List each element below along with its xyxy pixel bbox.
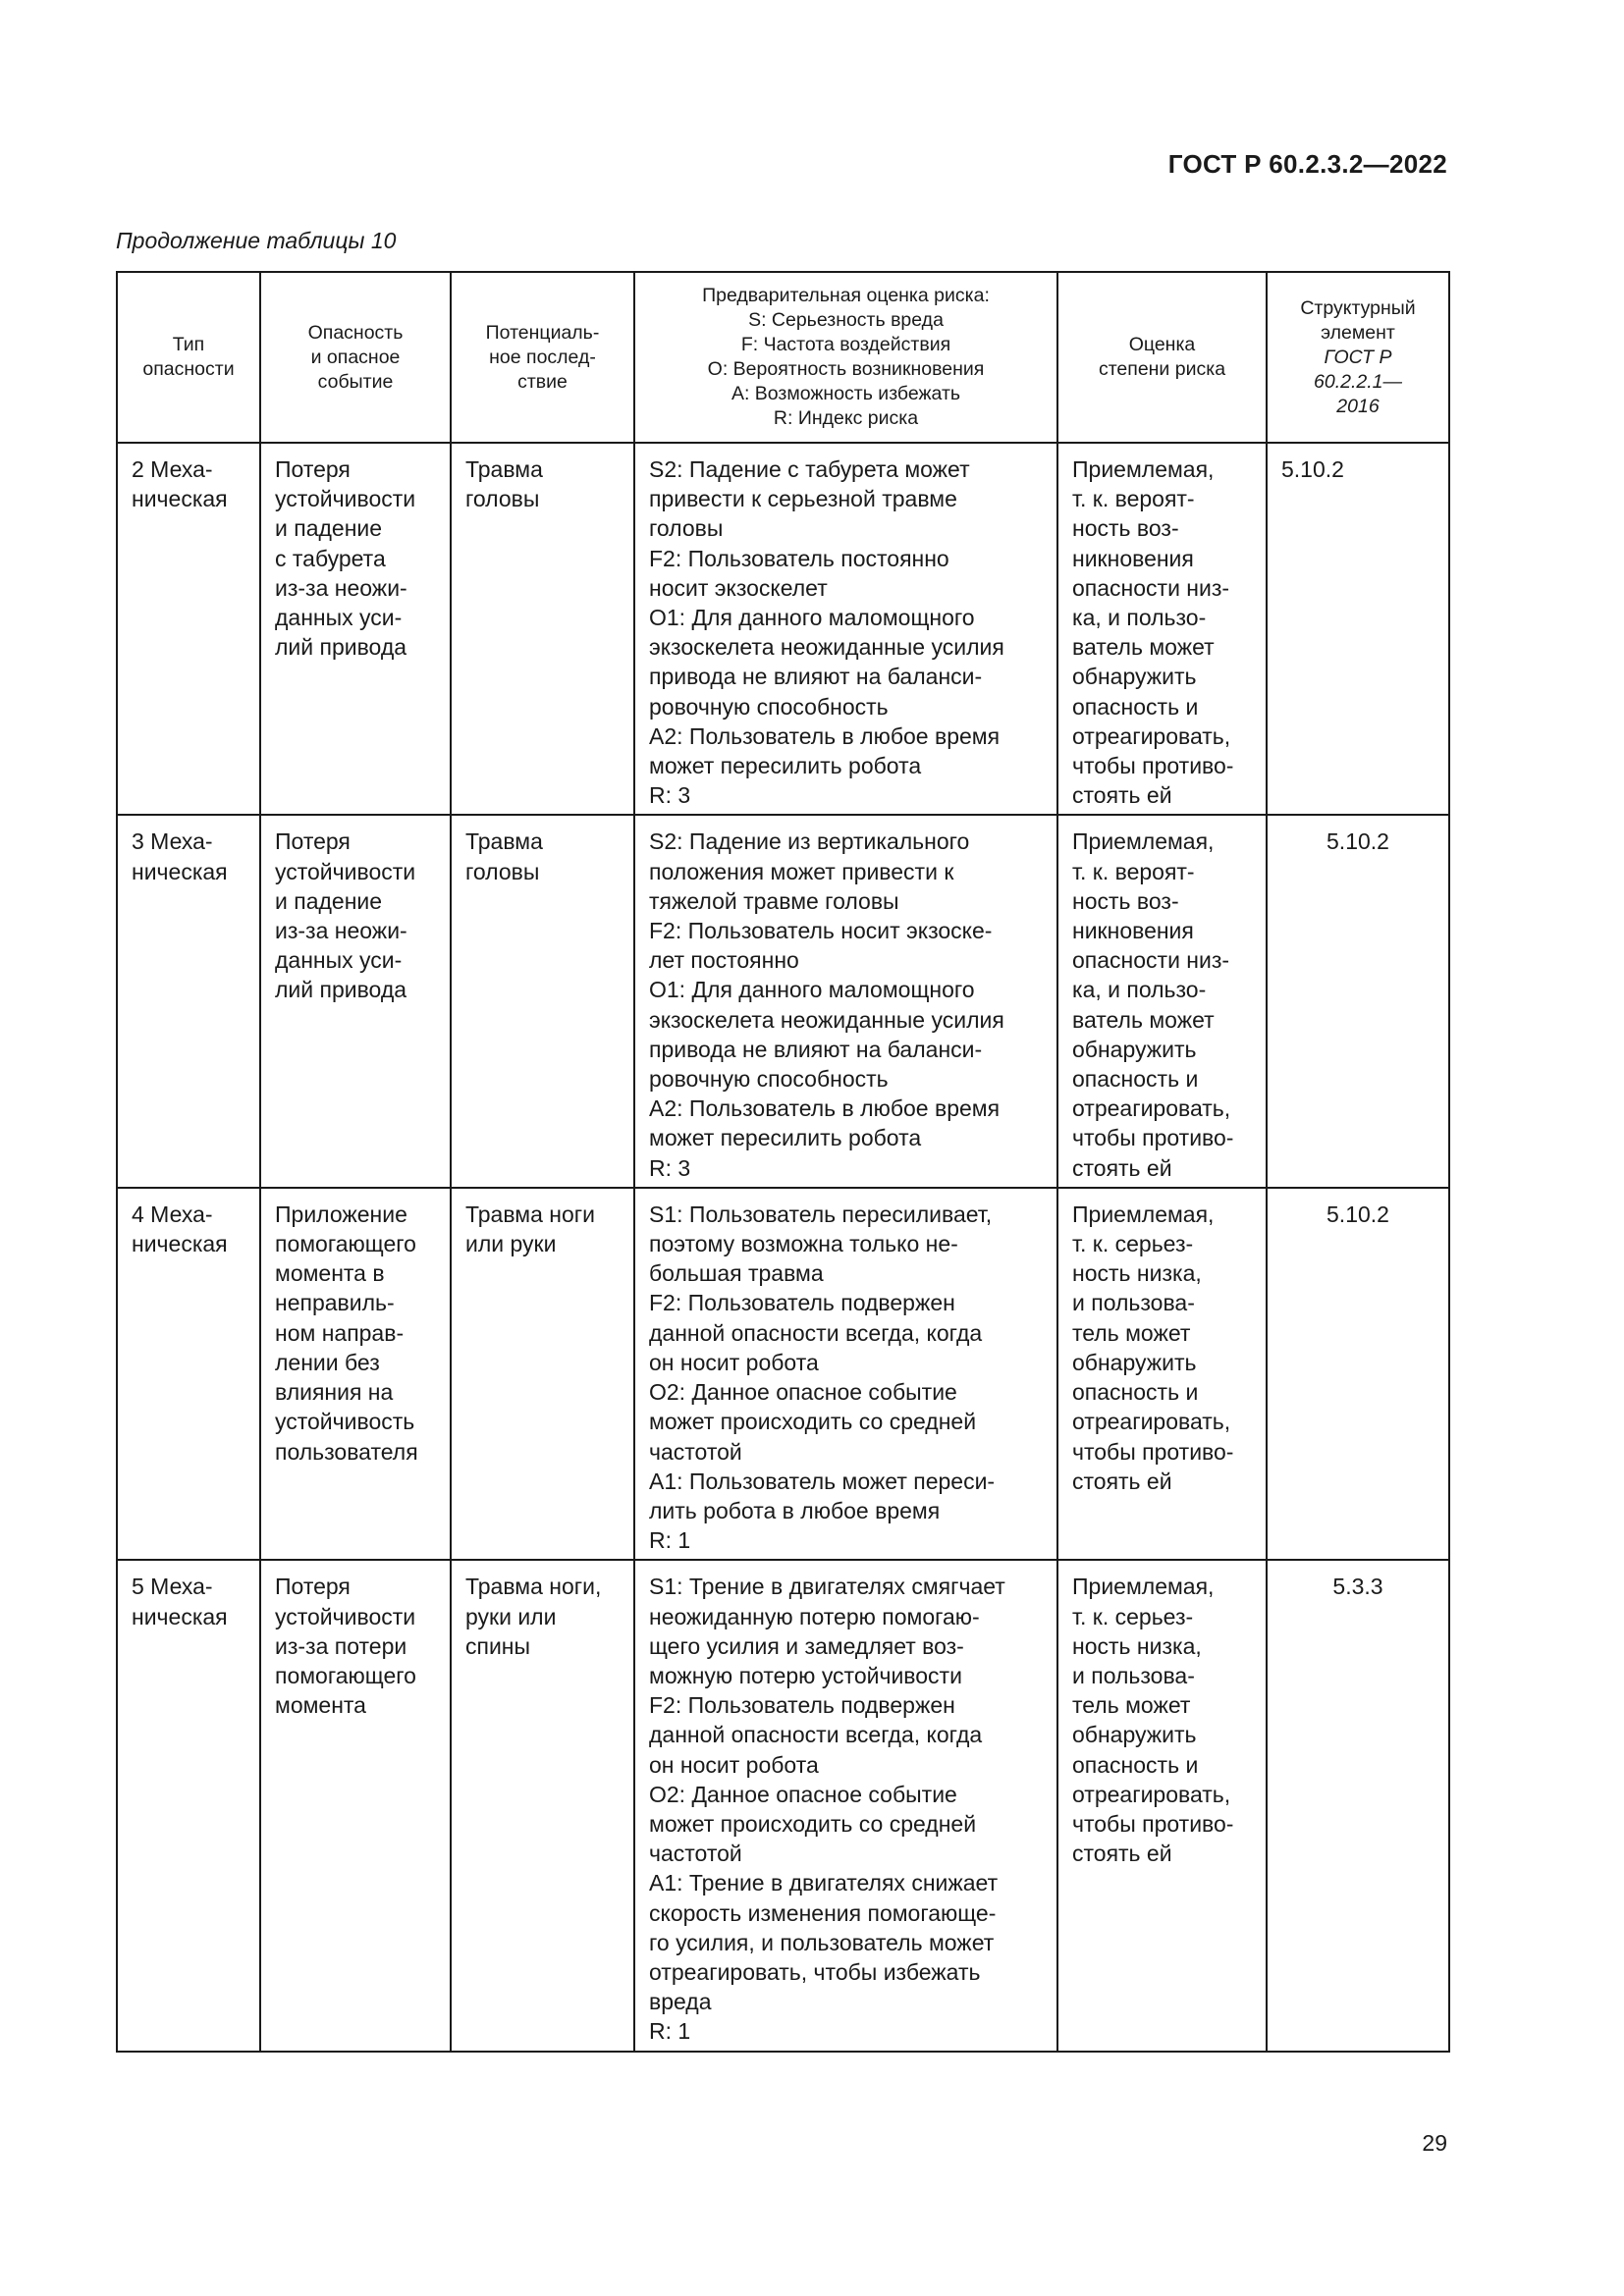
column-header-structural-element: Структурный элемент ГОСТ Р 60.2.2.1— 2016 — [1267, 272, 1449, 443]
cell-structural-element: 5.3.3 — [1267, 1560, 1449, 2051]
cell-assessment: S1: Трение в двигателях смягчает неожиданную потерю помогаю- щего усилия и замедляет воз- можную потерю устойчивости F2: Пользователь подвержен данной опасности всегда, когда он носит робота O2: Данное опасное событие может происходить со средней частотой A1: Трение в двигателях снижает скорость изменения помогающе- го усилия, и пользователь может отреагировать, чтобы избежать вреда R: 1 — [634, 1560, 1057, 2051]
column-header-hazard-type: Тип опасности — [117, 272, 260, 443]
cell-consequence: Травма головы — [451, 815, 634, 1187]
column-header-consequence: Потенциаль- ное послед- ствие — [451, 272, 634, 443]
standard-reference: ГОСТ Р 60.2.2.1— 2016 — [1314, 346, 1402, 417]
cell-hazard-type: 3 Меха- ническая — [117, 815, 260, 1187]
table-caption: Продолжение таблицы 10 — [116, 228, 397, 253]
table-row — [117, 1560, 1449, 2051]
cell-hazard-event: Потеря устойчивости и падение из-за неожи- данных уси- лий привода — [260, 815, 451, 1187]
table-body — [117, 443, 1449, 2052]
cell-hazard-event: Потеря устойчивости из-за потери помогающего момента — [260, 1560, 451, 2051]
document-code: ГОСТ Р 60.2.3.2—2022 — [1167, 149, 1447, 179]
cell-hazard-type: 5 Меха- ническая — [117, 1560, 260, 2051]
column-header-hazard-event: Опасность и опасное событие — [260, 272, 451, 443]
cell-consequence: Травма ноги или руки — [451, 1188, 634, 1560]
table-row — [117, 1188, 1449, 1560]
cell-evaluation: Приемлемая, т. к. серьез- ность низка, и пользова- тель может обнаружить опасность и отреагировать, чтобы противо- стоять ей — [1057, 1188, 1267, 1560]
cell-hazard-type: 2 Меха- ническая — [117, 443, 260, 815]
column-header-risk-evaluation: Оценка степени риска — [1057, 272, 1267, 443]
cell-evaluation: Приемлемая, т. к. вероят- ность воз- никновения опасности низ- ка, и пользо- ватель может обнаружить опасность и отреагировать, чтобы противо- стоять ей — [1057, 815, 1267, 1187]
cell-hazard-event: Потеря устойчивости и падение с табурета из-за неожи- данных уси- лий привода — [260, 443, 451, 815]
page-number: 29 — [1422, 2130, 1447, 2156]
table-row — [117, 443, 1449, 815]
cell-hazard-event: Приложение помогающего момента в неправиль- ном направ- лении без влияния на устойчивость пользователя — [260, 1188, 451, 1560]
cell-assessment: S2: Падение из вертикального положения может привести к тяжелой травме головы F2: Пользователь носит экзоске- лет постоянно O1: Для данного маломощного экзоскелета неожиданные усилия привода не влияют на баланси- ровочную способность A2: Пользователь в любое время может пересилить робота R: 3 — [634, 815, 1057, 1187]
cell-consequence: Травма головы — [451, 443, 634, 815]
cell-assessment: S2: Падение с табурета может привести к серьезной травме головы F2: Пользователь постоянно носит экзоскелет O1: Для данного маломощного экзоскелета неожиданные усилия привода не влияют на баланси- ровочную способность A2: Пользователь в любое время может пересилить робота R: 3 — [634, 443, 1057, 815]
risk-assessment-table — [116, 271, 1450, 2053]
header-row — [117, 272, 1449, 443]
table-header — [117, 272, 1449, 443]
table-row — [117, 815, 1449, 1187]
cell-evaluation: Приемлемая, т. к. вероят- ность воз- никновения опасности низ- ка, и пользо- ватель может обнаружить опасность и отреагировать, чтобы противо- стоять ей — [1057, 443, 1267, 815]
cell-assessment: S1: Пользователь пересиливает, поэтому возможна только не- большая травма F2: Пользователь подвержен данной опасности всегда, когда он носит робота O2: Данное опасное событие может происходить со средней частотой A1: Пользователь может переси- лить робота в любое время R: 1 — [634, 1188, 1057, 1560]
cell-evaluation: Приемлемая, т. к. серьез- ность низка, и пользова- тель может обнаружить опасность и отреагировать, чтобы противо- стоять ей — [1057, 1560, 1267, 2051]
cell-structural-element: 5.10.2 — [1267, 1188, 1449, 1560]
cell-structural-element: 5.10.2 — [1267, 815, 1449, 1187]
cell-structural-element: 5.10.2 — [1267, 443, 1449, 815]
cell-hazard-type: 4 Меха- ническая — [117, 1188, 260, 1560]
cell-consequence: Травма ноги, руки или спины — [451, 1560, 634, 2051]
column-header-preliminary-assessment: Предварительная оценка риска: S: Серьезность вреда F: Частота воздействия O: Вероятность возникновения A: Возможность избежать R: Индекс риска — [634, 272, 1057, 443]
